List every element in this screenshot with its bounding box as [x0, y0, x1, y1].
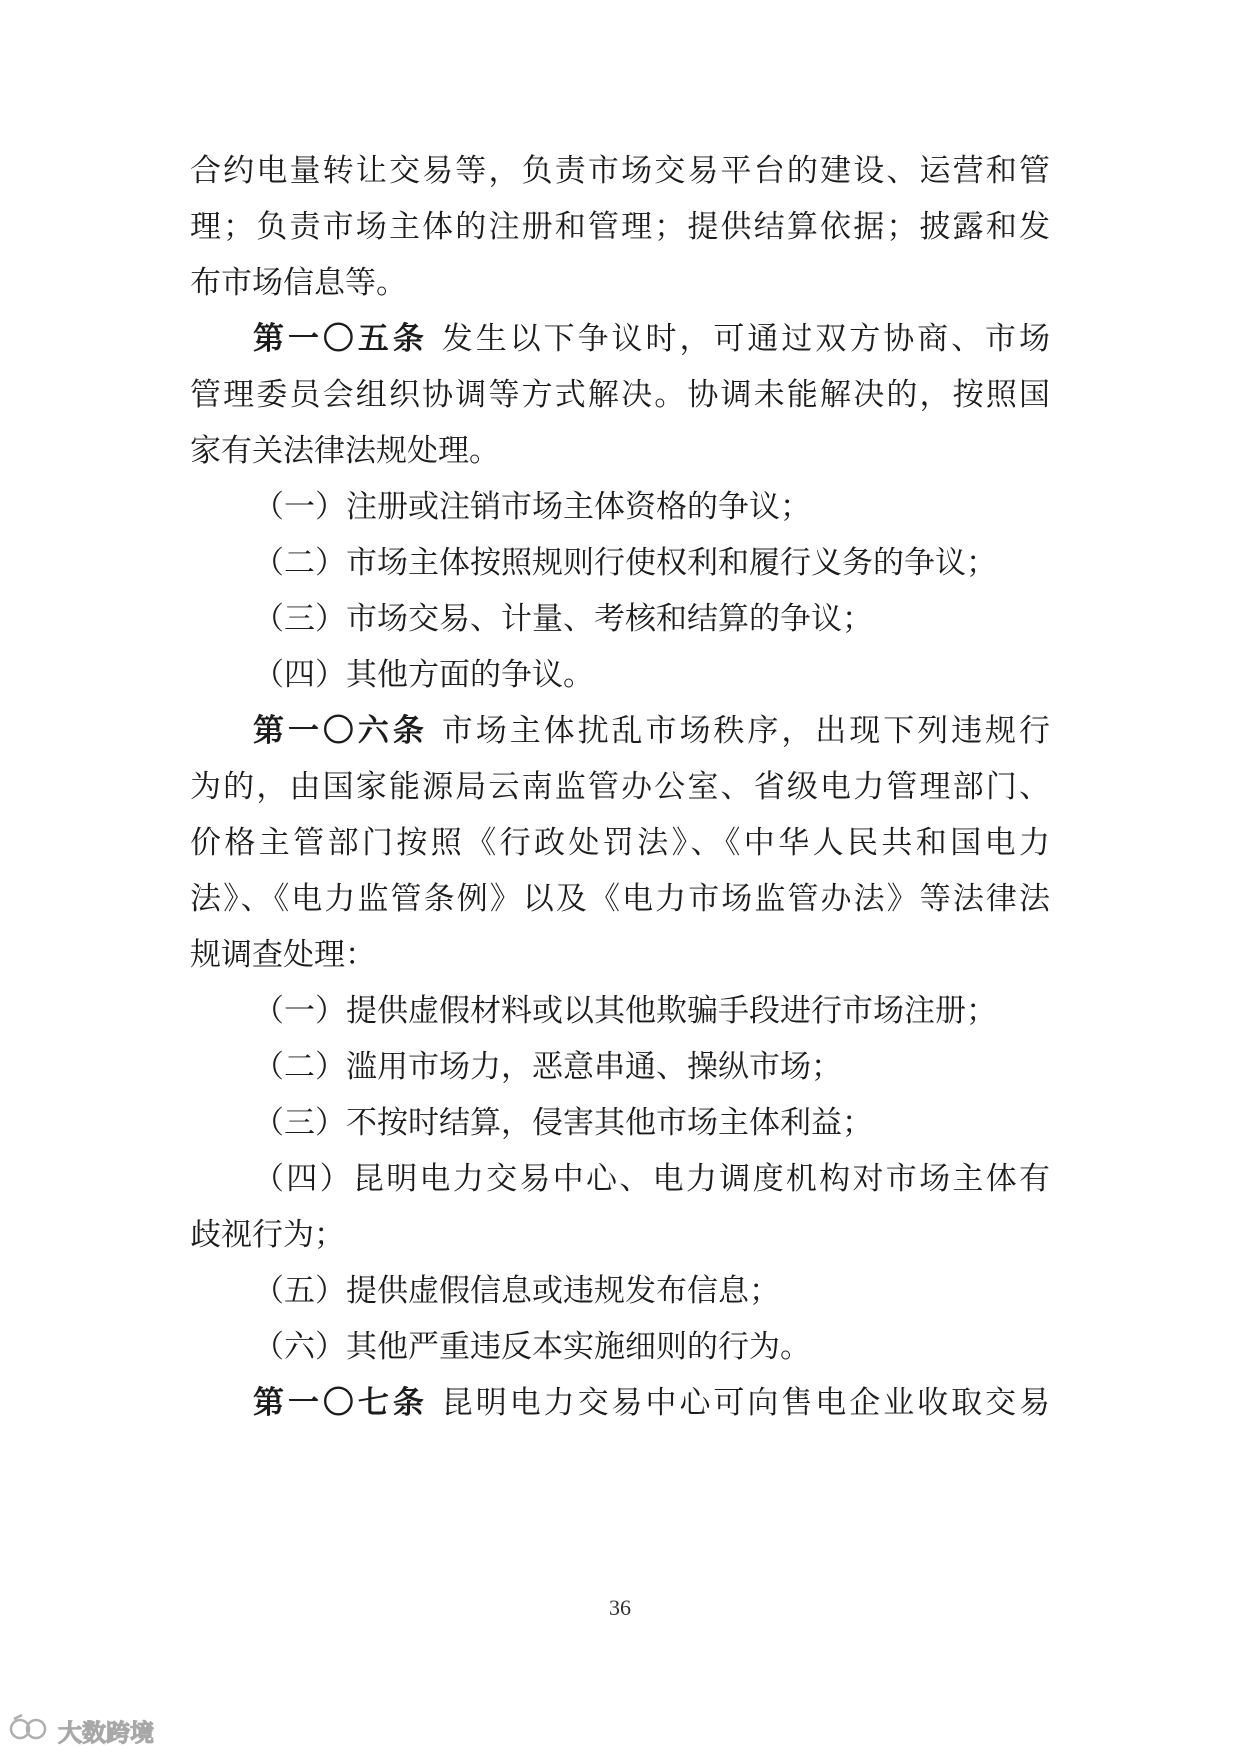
- list-item: （五）提供虚假信息或违规发布信息；: [253, 1273, 780, 1309]
- article-heading: 第一〇五条: [253, 321, 428, 357]
- paragraph-line: 布市场信息等。: [190, 265, 407, 301]
- paragraph-line: 家有关法律法规处理。: [190, 433, 500, 469]
- list-item: （六）其他严重违反本实施细则的行为。: [253, 1329, 811, 1365]
- list-item: （三）市场交易、计量、考核和结算的争议；: [253, 601, 873, 637]
- logo-icon: [8, 1713, 52, 1747]
- page-number: 36: [609, 1595, 631, 1620]
- article-106-line: 第一〇六条 市场主体扰乱市场秩序，出现下列违规行: [253, 713, 1050, 749]
- article-107-line: 第一〇七条 昆明电力交易中心可向售电企业收取交易: [253, 1385, 1050, 1421]
- paragraph-line: 管理委员会组织协调等方式解决。协调未能解决的，按照国: [190, 377, 1050, 413]
- paragraph-line: 歧视行为；: [190, 1217, 345, 1253]
- paragraph-line: 规调查处理：: [190, 937, 376, 973]
- list-item: （三）不按时结算，侵害其他市场主体利益；: [253, 1105, 873, 1141]
- paragraph-line: 为的，由国家能源局云南监管办公室、省级电力管理部门、: [190, 769, 1050, 805]
- list-item: （四）昆明电力交易中心、电力调度机构对市场主体有: [253, 1161, 1050, 1197]
- list-item: （一）注册或注销市场主体资格的争议；: [253, 489, 811, 525]
- watermark: [8, 1712, 154, 1748]
- article-heading: 第一〇六条: [253, 713, 428, 749]
- list-item: （一）提供虚假材料或以其他欺骗手段进行市场注册；: [253, 993, 997, 1029]
- watermark-text: 大数跨境: [58, 1718, 154, 1747]
- list-item: （二）滥用市场力，恶意串通、操纵市场；: [253, 1049, 842, 1085]
- paragraph-line: 价格主管部门按照《行政处罚法》、《中华人民共和国电力: [190, 825, 1050, 861]
- paragraph-line: 理；负责市场主体的注册和管理；提供结算依据；披露和发: [190, 209, 1050, 245]
- paragraph-line: 合约电量转让交易等，负责市场交易平台的建设、运营和管: [190, 153, 1050, 189]
- list-item: （二）市场主体按照规则行使权利和履行义务的争议；: [253, 545, 997, 581]
- article-heading: 第一〇七条: [253, 1385, 428, 1421]
- list-item: （四）其他方面的争议。: [253, 657, 594, 693]
- article-105-line: 第一〇五条 发生以下争议时，可通过双方协商、市场: [253, 321, 1050, 357]
- paragraph-line: 法》、《电力监管条例》以及《电力市场监管办法》等法律法: [190, 881, 1050, 917]
